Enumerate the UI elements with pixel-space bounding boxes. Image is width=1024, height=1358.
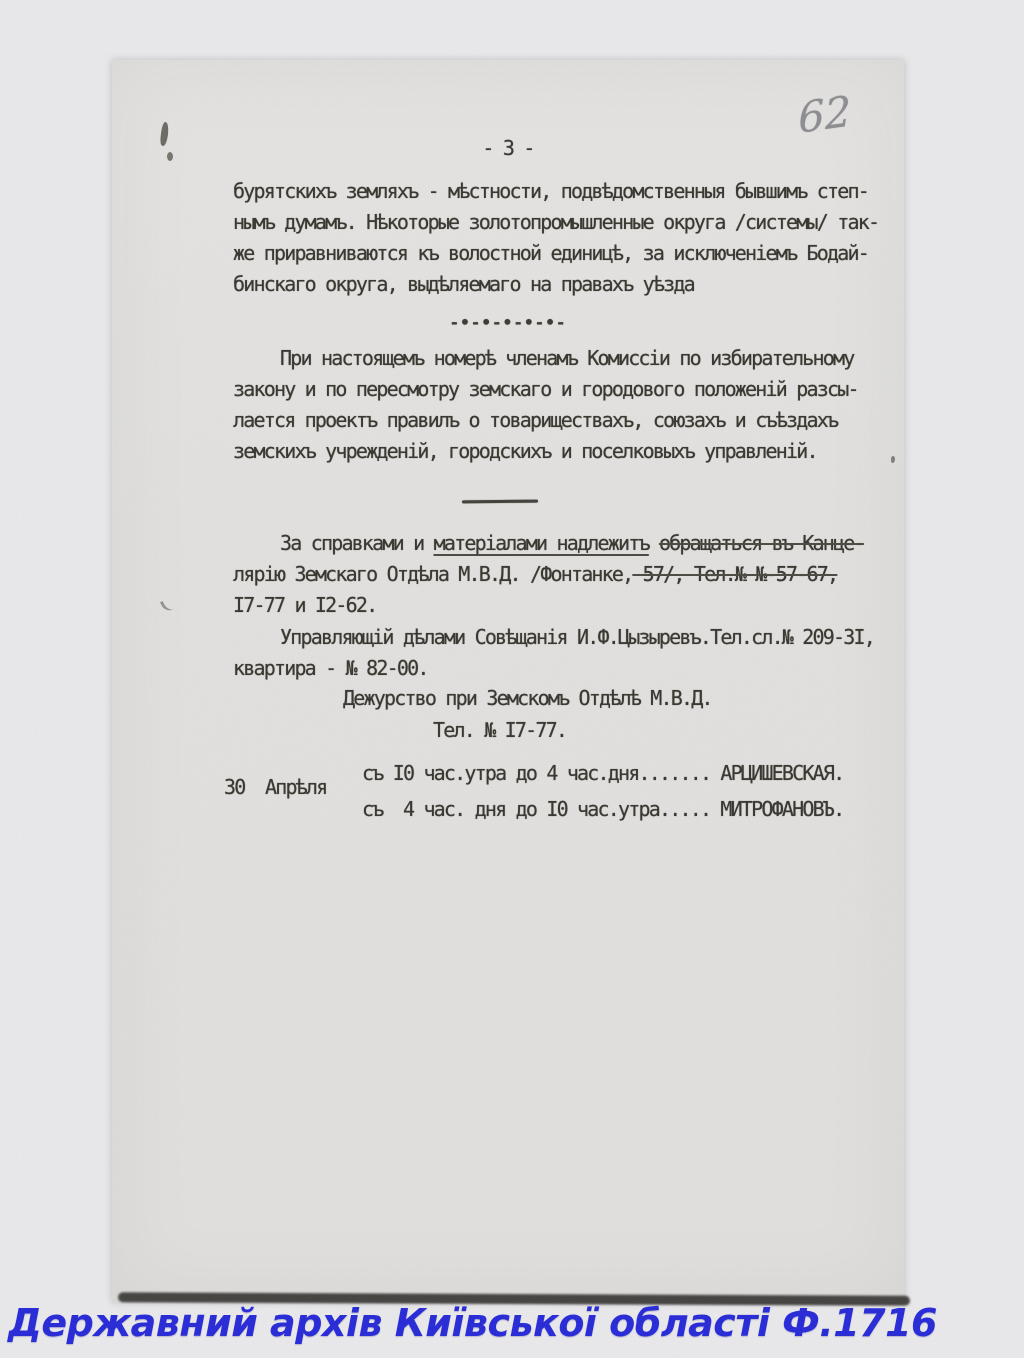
typed-line (233, 528, 864, 559)
duty-date: 30 Апрѣля (224, 775, 327, 799)
typed-line: нымъ думамъ. Нѣкоторые золотопромышленные округа /системы/ так- (233, 210, 879, 234)
section-divider-line (462, 500, 538, 504)
page-number: - 3 - (482, 136, 534, 160)
typed-line: квартира - № 82-00. (233, 656, 428, 680)
dashed-divider: -•-•-•-•-•- (449, 313, 567, 332)
typed-line: закону и по пересмотру земскаго и городового положеній разсы- (233, 377, 858, 401)
typed-line: бинскаго округа, выдѣляемаго на правахъ уѣзда (233, 272, 694, 296)
duty-shift-line: съ I0 час.утра до 4 час.дня....... АРЦИШЕВСКАЯ. (362, 761, 844, 785)
typed-line: При настоящемъ номерѣ членамъ Комиссіи по избирательному (280, 346, 854, 370)
duty-phone: Тел. № I7-77. (433, 718, 567, 742)
typed-line: бурятскихъ земляхъ - мѣстности, подвѣдомственныя бывшимъ степ- (233, 179, 868, 203)
paragraph-contact-info (233, 528, 864, 621)
typed-line: же приравниваются къ волостной единицѣ, за исключеніемъ Бодай- (233, 241, 868, 265)
pencil-mark (160, 595, 179, 614)
duty-heading: Дежурство при Земскомъ Отдѣлѣ М.В.Д. (343, 686, 712, 710)
struck-text-segment: 57/, Тел.№ №-57-67, (632, 562, 838, 586)
typed-line: земскихъ учрежденій, городскихъ и поселковыхъ управленій. (233, 439, 817, 463)
paragraph-office-manager (233, 622, 874, 684)
text-segment: За справками и (280, 531, 434, 555)
duty-shift-line: съ 4 час. дня до I0 час.утра..... МИТРОФАНОВЪ. (362, 797, 844, 821)
paragraph-buryat-lands (233, 176, 878, 300)
typed-line: лается проектъ правилъ о товариществахъ, союзахъ и съѣздахъ (233, 408, 838, 432)
archive-stamp: Державний архів Київської області Ф.1716 (8, 1301, 937, 1345)
handwritten-folio-number: 62 (797, 86, 853, 143)
text-segment: лярію Земскаго Отдѣла М.В.Д. /Фонтанке, (233, 562, 633, 586)
document-sheet (112, 60, 904, 1302)
typed-line (233, 559, 864, 590)
ink-speck (891, 456, 895, 463)
struck-text-segment: обращаться въ Канце- (658, 531, 864, 555)
paragraph-commission-mailing (233, 343, 858, 467)
typed-line: Управляющій дѣлами Совѣщанія И.Ф.Цызыревъ.Тел.сл.№ 209-3I, (280, 625, 874, 649)
text-segment (649, 531, 659, 555)
underlined-text-segment: матеріалами надлежитъ (433, 531, 649, 555)
typed-line: I7-77 и I2-62. (233, 593, 377, 617)
